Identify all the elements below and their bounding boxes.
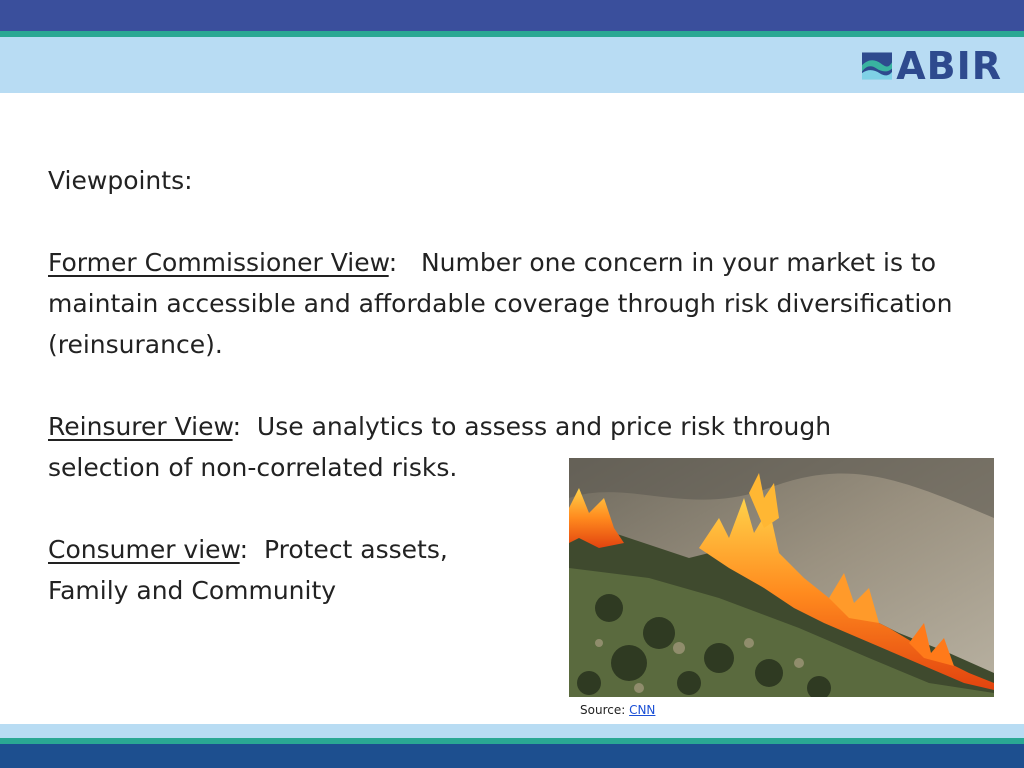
reinsurer-label: Reinsurer View	[48, 412, 233, 441]
reinsurer-text: Use analytics to assess and price risk through selection of non-correlated risks.	[48, 412, 832, 482]
source-prefix: Source:	[580, 703, 630, 717]
consumer-view: Consumer view: Protect assets,	[48, 535, 448, 564]
bottom-banner-light	[0, 724, 1024, 738]
consumer-text-line2: Family and Community	[48, 576, 337, 605]
wave-icon	[862, 49, 892, 83]
wildfire-photo	[569, 458, 994, 697]
former-commissioner-view: Former Commissioner View: Number one concern in your market is to maintain accessible and affordable coverage through risk diversification (reinsurance).	[48, 248, 953, 359]
abir-logo	[862, 46, 1002, 86]
bottom-banner-dark	[0, 744, 1024, 768]
logo-text: ABIR	[896, 44, 1002, 88]
former-commissioner-label: Former Commissioner View	[48, 248, 389, 277]
reinsurer-view: Reinsurer View: Use analytics to assess and price risk through selection of non-correlated risks.	[48, 412, 832, 482]
viewpoints-heading: Viewpoints:	[48, 166, 193, 195]
consumer-label: Consumer view	[48, 535, 240, 564]
consumer-text: Protect assets,	[263, 535, 448, 564]
former-commissioner-text: Number one concern in your market is to maintain accessible and affordable coverage through risk diversification (reinsurance).	[48, 248, 953, 359]
image-source-credit	[580, 703, 655, 717]
top-banner-dark	[0, 0, 1024, 31]
source-link[interactable]: CNN	[629, 703, 656, 717]
